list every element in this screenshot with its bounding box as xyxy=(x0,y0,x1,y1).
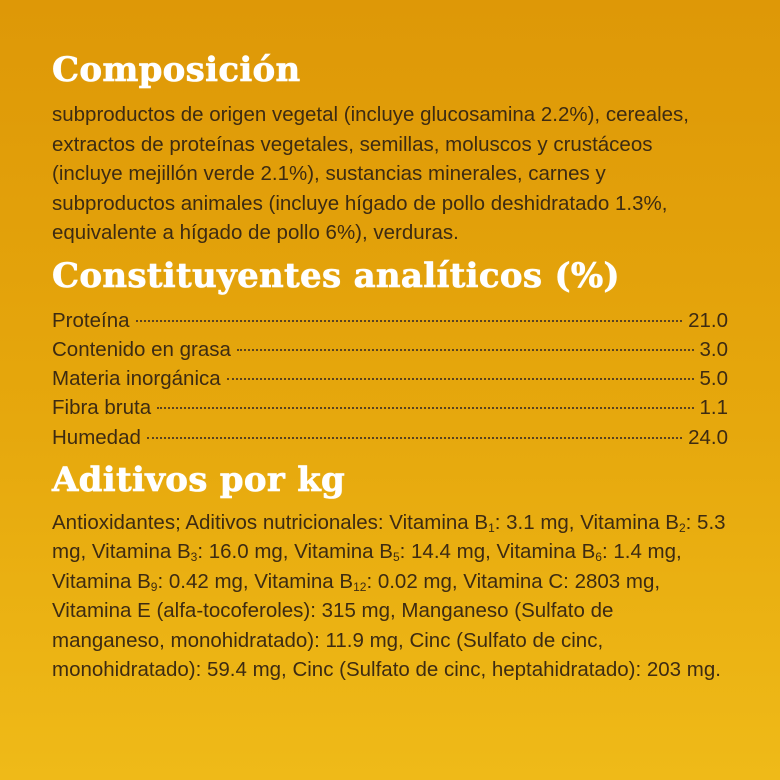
row-value: 1.1 xyxy=(699,396,728,420)
analytical-row-moisture xyxy=(52,423,728,452)
dotted-leader xyxy=(237,349,694,351)
row-value: 3.0 xyxy=(699,337,728,361)
composition-heading: Composición xyxy=(52,50,301,90)
analytical-heading: Constituyentes analíticos (%) xyxy=(52,255,620,296)
additives-text-segment: : 1.4 mg, Vitamina B xyxy=(52,540,682,593)
analytical-row-fat xyxy=(52,335,728,364)
additives-text-segment: : 0.02 mg, Vitamina C: 2803 mg, Vitamina E (alfa-tocoferoles): 315 mg, Manganeso (Sulfato de manganeso, monohidratado): 11.9 mg, Cinc (Sulfato de cinc, monohidratado): 59.4 mg, Cinc (Sulfato de cinc, heptahidratado): 203 mg. xyxy=(52,569,721,682)
vitamin-subscript: 2 xyxy=(678,520,686,535)
vitamin-subscript: 3 xyxy=(190,550,198,565)
row-label: Proteína xyxy=(52,308,130,332)
analytical-row-protein xyxy=(52,306,728,335)
vitamin-subscript: 5 xyxy=(392,550,400,565)
dotted-leader xyxy=(157,407,693,409)
vitamin-subscript: 9 xyxy=(150,579,158,594)
additives-heading: Aditivos por kg xyxy=(52,459,346,500)
dotted-leader xyxy=(227,378,694,380)
dotted-leader xyxy=(147,437,682,439)
analytical-row-ash xyxy=(52,364,728,393)
additives-text xyxy=(52,508,728,685)
additives-text-segment: : 3.1 mg, Vitamina B xyxy=(494,510,679,534)
vitamin-subscript: 12 xyxy=(353,579,367,594)
label-panel xyxy=(52,48,728,685)
row-label: Humedad xyxy=(52,425,141,449)
vitamin-subscript: 1 xyxy=(488,520,495,535)
row-label: Materia inorgánica xyxy=(52,367,221,391)
row-value: 5.0 xyxy=(699,367,728,391)
additives-text-segment: : 14.4 mg, Vitamina B xyxy=(399,540,596,564)
row-label: Fibra bruta xyxy=(52,396,152,420)
row-value: 24.0 xyxy=(688,425,728,449)
analytical-table xyxy=(52,306,728,452)
vitamin-subscript: 6 xyxy=(595,550,602,565)
dotted-leader xyxy=(136,320,683,322)
additives-text-segment: : 5.3 mg, Vitamina B xyxy=(52,510,726,564)
additives-text-segment: Antioxidantes; Aditivos nutricionales: Vitamina B xyxy=(52,510,489,534)
row-value: 21.0 xyxy=(688,308,728,332)
additives-text-segment: : 16.0 mg, Vitamina B xyxy=(197,540,393,564)
row-label: Contenido en grasa xyxy=(52,337,231,361)
analytical-row-fibre xyxy=(52,393,728,422)
composition-text: subproductos de origen vegetal (incluye glucosamina 2.2%), cereales, extractos de proteínas vegetales, semillas, moluscos y crustáceos (incluye mejillón verde 2.1%), sustancias minerales, carnes y subproductos animales (incluye hígado de pollo deshidratado 1.3%, equivalente a hígado de pollo 6%), verduras. xyxy=(52,103,690,244)
additives-text-segment: : 0.42 mg, Vitamina B xyxy=(157,569,354,593)
